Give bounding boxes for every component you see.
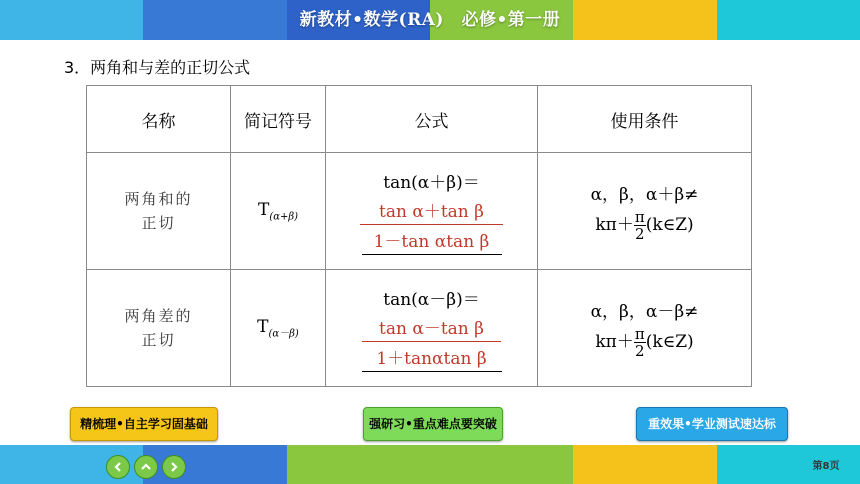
condition-k: kπ＋ [595,331,634,352]
formula-numerator: tan α＋tan β [360,197,504,225]
name-cell [87,270,231,387]
symbol-cell [231,270,326,387]
condition-line [538,209,751,242]
pi-over-two [634,209,646,242]
banner-segment [287,445,430,484]
formula-table [86,85,752,387]
symbol-main: T [257,199,270,220]
answer-underline [362,254,502,255]
symbol-cell [231,153,326,270]
name-line: 两角和的 [124,190,193,208]
assessment-button[interactable]: 重效果•学业测试速达标 [636,407,788,441]
arrow-up-icon[interactable] [134,455,158,479]
formula-cell [326,270,538,387]
name-line: 正切 [141,214,176,232]
condition-cell [538,153,752,270]
symbol-sub: (α－β) [268,328,299,340]
name-line: 正切 [141,331,176,349]
pi-denominator: 2 [634,224,645,243]
condition-end: (k∈Z) [645,214,694,235]
answer-underline [362,371,502,372]
key-points-button[interactable]: 强研习•重点难点要突破 [363,407,503,441]
arrow-left-icon[interactable] [106,455,130,479]
formula-denominator: 1＋tanαtan β [376,348,487,369]
arrow-right-icon[interactable] [162,455,186,479]
page-number: 第8页 [812,461,840,472]
slide-navigation [106,455,186,479]
section-heading: 3．两角和与差的正切公式 [64,58,251,77]
banner-segment [573,445,716,484]
condition-line [538,326,751,359]
condition-line: α，β，α＋β≠ [590,184,699,205]
formula-denominator: 1－tan αtan β [373,231,490,252]
symbol-main: T [257,316,269,337]
name-cell [87,153,231,270]
pi-numerator: π [634,207,645,226]
header-condition: 使用条件 [538,86,752,153]
formula-lhs: tan(α＋β)＝ [383,172,480,193]
formula-numerator: tan α－tan β [362,314,500,342]
formula-lhs: tan(α－β)＝ [383,289,480,310]
formula-fraction [362,314,500,369]
table-row [87,270,752,387]
symbol-sub: (α+β) [269,211,299,223]
condition-line: α，β，α－β≠ [590,301,699,322]
pi-denominator: 2 [634,341,645,360]
name-line: 两角差的 [124,307,193,325]
header-name: 名称 [87,86,231,153]
condition-k: kπ＋ [595,214,634,235]
table-row [87,153,752,270]
review-basics-button[interactable]: 精梳理•自主学习固基础 [70,407,218,441]
header-symbol: 简记符号 [231,86,326,153]
formula-fraction [360,197,504,252]
condition-cell [538,270,752,387]
header-formula: 公式 [326,86,538,153]
formula-cell [326,153,538,270]
banner-segment [430,445,573,484]
pi-over-two [634,326,646,359]
pi-numerator: π [634,324,645,343]
book-title: 新教材•数学(RA) 必修•第一册 [299,10,561,30]
condition-end: (k∈Z) [645,331,694,352]
table-header-row [87,86,752,153]
